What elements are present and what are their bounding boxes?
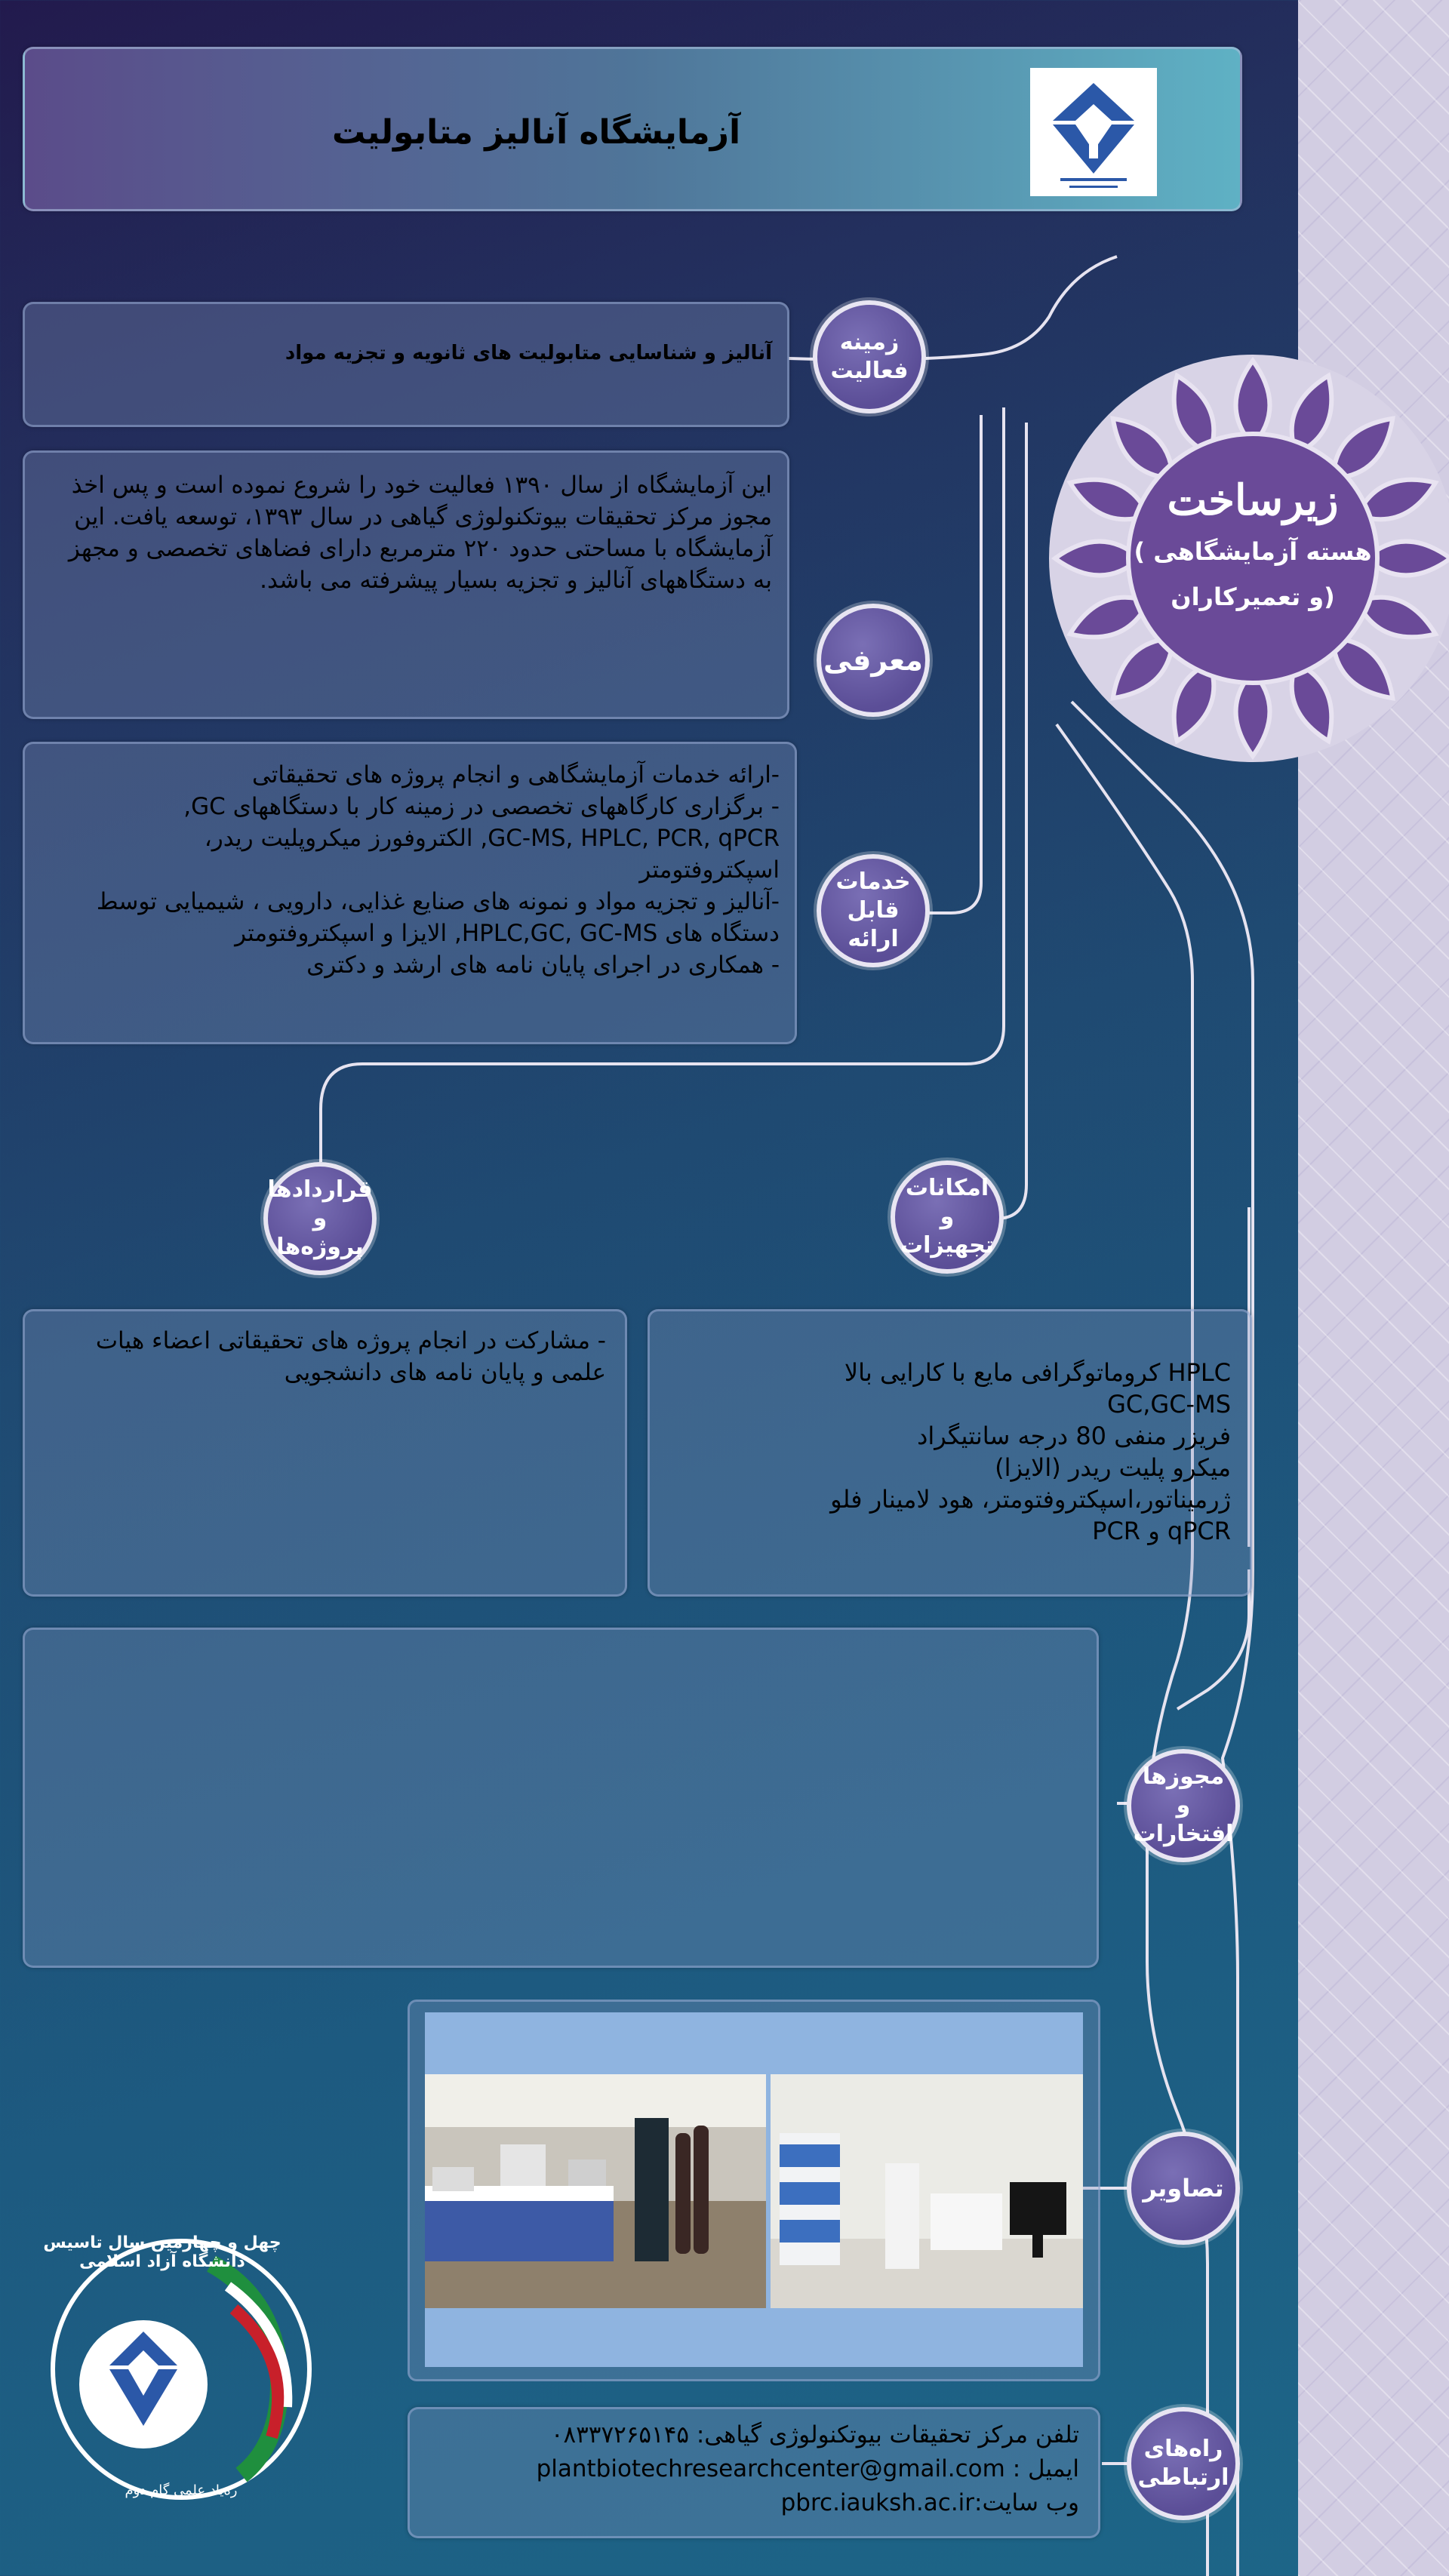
contact-bubble — [1127, 2407, 1240, 2520]
contact-website[interactable]: وب سایت:pbrc.iauksh.ac.ir — [780, 2489, 1079, 2516]
awards-card — [23, 1628, 1099, 1968]
services-line: - برگزاری کارگاههای تخصصی در زمینه کار با دستگاههای GC, — [183, 793, 780, 820]
contracts-text-block — [32, 1325, 606, 1388]
anniversary-emblem — [30, 2218, 347, 2535]
contracts-line: - مشارکت در انجام پروژه های تحقیقاتی اعضاء هیات — [95, 1327, 606, 1354]
equipment-line: فریزر منفی 80 درجه سانتیگراد — [917, 1422, 1231, 1450]
services-label-2: قابل ارائه — [847, 897, 900, 952]
equipment-line: میکرو پلیت ریدر (الایزا) — [995, 1453, 1231, 1482]
equipment-line: HPLC کروماتوگرافی مایع با کارایی بالا — [844, 1358, 1231, 1387]
awards-label-1: مجوزها — [1142, 1763, 1225, 1790]
intro-card — [23, 450, 789, 719]
contact-email[interactable]: ایمیل : plantbiotechresearchcenter@gmail.com — [536, 2455, 1079, 2482]
activity-label-2: فعالیت — [830, 358, 909, 384]
photo-panel — [425, 2012, 1083, 2367]
flower-subtitle-1: ( هسته آزمایشگاهی — [1134, 537, 1372, 566]
photo-frame — [408, 2000, 1100, 2381]
images-bubble — [1127, 2132, 1240, 2245]
contracts-bubble — [263, 1162, 377, 1275]
images-label: تصاویر — [1143, 2174, 1224, 2203]
awards-bubble — [1127, 1749, 1240, 1862]
activity-text: آنالیز و شناسایی متابولیت های ثانویه و تجزیه مواد — [285, 342, 772, 364]
services-line: اسپکتروفتومتر — [639, 856, 780, 884]
contact-label-1: راه‌های — [1143, 2436, 1223, 2462]
intro-line: به دستگاههای آنالیز و تجزیه بسیار پیشرفته می باشد. — [260, 567, 772, 594]
intro-line: مجوز مرکز تحقیقات بیوتکنولوژی گیاهی در سال ۱۳۹۳، توسعه یافت. این — [74, 503, 772, 530]
emblem-arc-text: چهل‌ و چهارمین سال تاسیس دانشگاه آزاد اسلامی — [43, 2233, 281, 2271]
equipment-line: qPCR و PCR — [1092, 1517, 1231, 1545]
intro-bubble — [817, 604, 930, 717]
university-logo — [1030, 68, 1157, 196]
services-text-block — [40, 759, 780, 981]
equipment-label-1: امکانات و — [905, 1175, 989, 1230]
activity-bubble — [813, 300, 926, 413]
contracts-card — [23, 1309, 627, 1597]
flower-title: زیرساخت — [1167, 475, 1339, 525]
equipment-line: ژرمیناتور،اسپکتروفتومتر، هود لامینار فلو — [830, 1485, 1231, 1514]
intro-line: این آزمایشگاه از سال ۱۳۹۰ فعالیت خود را شروع نموده است و پس اخذ — [71, 472, 772, 499]
equipment-text-block — [657, 1357, 1231, 1547]
infrastructure-flower — [1034, 355, 1449, 762]
contracts-label-1: قراردادها و — [267, 1176, 373, 1231]
contact-label-2: ارتباطی — [1137, 2464, 1229, 2491]
flower-text — [1117, 475, 1389, 616]
emblem-caption: ره‌یاد علمی گام دوم — [125, 2482, 238, 2498]
services-line: دستگاه های HPLC,GC, GC-MS, الایزا و اسپکتروفتومتر — [235, 920, 780, 947]
contracts-label-2: پروژه‌ها — [276, 1234, 364, 1260]
activity-label-1: زمینه — [839, 329, 900, 355]
contracts-line: علمی و پایان نامه های دانشجویی — [284, 1359, 606, 1386]
equipment-label-2: تجهیزات — [900, 1232, 995, 1259]
contact-phone: تلفن مرکز تحقیقات بیوتکنولوژی گیاهی: ۰۸۳۳۷۲۶۵۱۴۵ — [550, 2421, 1079, 2448]
services-label-1: خدمات — [835, 868, 911, 895]
services-line: - همکاری در اجرای پایان نامه های ارشد و دکتری — [306, 951, 780, 979]
services-line: -آنالیز و تجزیه مواد و نمونه های صنایع غذایی، دارویی ، شیمیایی توسط — [96, 888, 780, 915]
page-title: آزمایشگاه آنالیز متابولیت — [332, 113, 741, 152]
equipment-line: GC,GC-MS — [1107, 1390, 1231, 1419]
equipment-bubble — [891, 1160, 1004, 1274]
intro-label: معرفی — [823, 644, 923, 677]
services-line: -ارائه خدمات آزمایشگاهی و انجام پروژه های تحقیقاتی — [251, 761, 780, 788]
intro-text-block — [40, 469, 772, 596]
services-line: GC-MS, HPLC, PCR, qPCR, الکتروفورز میکروپلیت ریدر، — [204, 825, 780, 852]
activity-card — [23, 302, 789, 427]
services-bubble — [817, 854, 930, 967]
equipment-card — [648, 1309, 1252, 1597]
services-card — [23, 742, 797, 1044]
contact-card — [408, 2407, 1100, 2538]
awards-label-2: و افتخارات — [1133, 1792, 1234, 1847]
contact-text-block — [423, 2418, 1079, 2520]
intro-line: آزمایشگاه با مساحتی حدود ۲۲۰ مترمربع دارای فضاهای تخصصی و مجهز — [68, 535, 772, 562]
flower-subtitle-2: و تعمیرکاران) — [1171, 583, 1335, 611]
